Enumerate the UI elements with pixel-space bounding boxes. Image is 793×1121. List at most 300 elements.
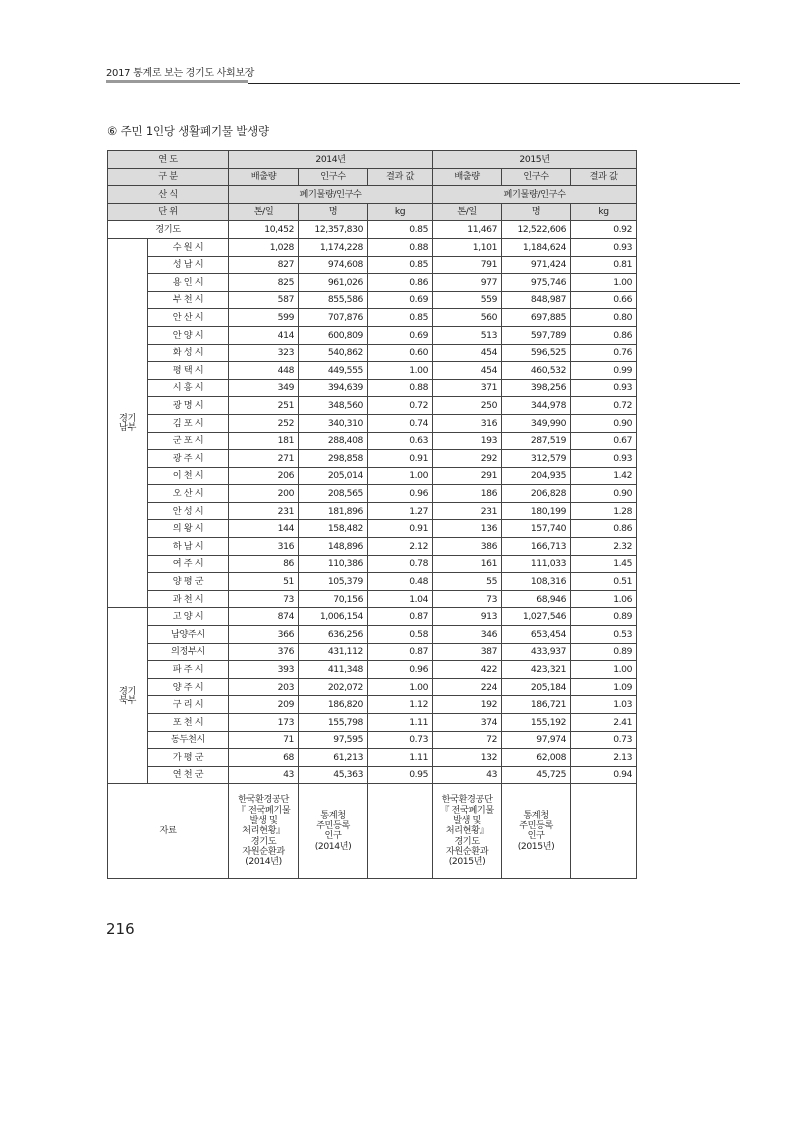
cell-value: 86 xyxy=(229,555,299,573)
cell-value: 0.91 xyxy=(368,450,433,468)
city-name: 이 천 시 xyxy=(148,467,229,485)
cell-value: 186 xyxy=(433,485,502,503)
col-result-2014: 결과 값 xyxy=(368,168,433,186)
unit-result-2014: kg xyxy=(368,203,433,221)
source-line: (2014년) xyxy=(245,856,282,868)
unit-population-2014: 명 xyxy=(299,203,368,221)
cell-value: 961,026 xyxy=(299,274,368,292)
row-label-unit: 단 위 xyxy=(108,203,229,221)
col-population-2015: 인구수 xyxy=(502,168,571,186)
cell-value: 110,386 xyxy=(299,555,368,573)
cell-value: 0.99 xyxy=(571,362,637,380)
cell-value: 0.87 xyxy=(368,643,433,661)
source-line: 『 전국폐기물 xyxy=(440,804,494,816)
header-row-unit xyxy=(108,203,637,221)
cell-value: 0.69 xyxy=(368,291,433,309)
table-row xyxy=(108,432,637,450)
cell-value: 158,482 xyxy=(299,520,368,538)
table-row xyxy=(108,573,637,591)
cell-value: 874 xyxy=(229,608,299,626)
cell-value: 0.89 xyxy=(571,643,637,661)
cell-value: 231 xyxy=(229,502,299,520)
table-row xyxy=(108,555,637,573)
cell-value: 55 xyxy=(433,573,502,591)
cell-value: 1.06 xyxy=(571,590,637,608)
cell-value: 288,408 xyxy=(299,432,368,450)
source-line: (2015년) xyxy=(448,856,486,868)
cell-value: 707,876 xyxy=(299,309,368,327)
city-name: 오 산 시 xyxy=(148,485,229,503)
cell-value: 181 xyxy=(229,432,299,450)
cell-value: 0.73 xyxy=(571,731,637,749)
cell-value: 587 xyxy=(229,291,299,309)
table-body xyxy=(108,151,637,879)
cell-value: 855,586 xyxy=(299,291,368,309)
cell-value: 68,946 xyxy=(502,590,571,608)
cell-value: 0.51 xyxy=(571,573,637,591)
city-name: 구 리 시 xyxy=(148,696,229,714)
table-row xyxy=(108,766,637,784)
waste-per-capita-table xyxy=(107,150,637,879)
source-row xyxy=(108,784,637,879)
table-row xyxy=(108,731,637,749)
table-row xyxy=(108,238,637,256)
cell-value: 0.73 xyxy=(368,731,433,749)
cell-value: 636,256 xyxy=(299,626,368,644)
table-row xyxy=(108,291,637,309)
cell-value: 1.11 xyxy=(368,749,433,767)
cell-value: 540,862 xyxy=(299,344,368,362)
source-line: 통계청 xyxy=(320,809,346,821)
cell-value: 0.85 xyxy=(368,256,433,274)
cell-value: 155,192 xyxy=(502,714,571,732)
cell-value: 0.91 xyxy=(368,520,433,538)
cell-value: 366 xyxy=(229,626,299,644)
cell-value: 298,858 xyxy=(299,450,368,468)
cell-value: 70,156 xyxy=(299,590,368,608)
cell-value: 161 xyxy=(433,555,502,573)
cell-value: 414 xyxy=(229,326,299,344)
cell-value: 1.27 xyxy=(368,502,433,520)
cell-value: 1.00 xyxy=(368,467,433,485)
city-name: 평 택 시 xyxy=(148,362,229,380)
table-row xyxy=(108,326,637,344)
cell-value: 0.63 xyxy=(368,432,433,450)
cell-value: 0.90 xyxy=(571,414,637,432)
cell-value: 51 xyxy=(229,573,299,591)
cell-value: 0.81 xyxy=(571,256,637,274)
table-row xyxy=(108,749,637,767)
cell-value: 340,310 xyxy=(299,414,368,432)
cell-value: 393 xyxy=(229,661,299,679)
cell-value: 312,579 xyxy=(502,450,571,468)
cell-value: 0.96 xyxy=(368,485,433,503)
city-name: 가 평 군 xyxy=(148,749,229,767)
cell-value: 43 xyxy=(433,766,502,784)
source-line: 처리현황』 xyxy=(445,825,489,837)
cell-value: 316 xyxy=(229,538,299,556)
table-row xyxy=(108,626,637,644)
table-row xyxy=(108,520,637,538)
cell-value: 0.90 xyxy=(571,485,637,503)
cell-value: 348,560 xyxy=(299,397,368,415)
city-name: 포 천 시 xyxy=(148,714,229,732)
cell-value: 0.48 xyxy=(368,573,433,591)
cell-value: 203 xyxy=(229,678,299,696)
table-row xyxy=(108,379,637,397)
cell-value: 192 xyxy=(433,696,502,714)
cell-value: 422 xyxy=(433,661,502,679)
cell-value: 0.72 xyxy=(571,397,637,415)
cell-value: 0.88 xyxy=(368,238,433,256)
cell-value: 0.95 xyxy=(368,766,433,784)
cell-value: 73 xyxy=(433,590,502,608)
cell-value: 136 xyxy=(433,520,502,538)
col-population-2014: 인구수 xyxy=(299,168,368,186)
total-value: 12,522,606 xyxy=(502,221,571,239)
city-name: 화 성 시 xyxy=(148,344,229,362)
city-name: 김 포 시 xyxy=(148,414,229,432)
cell-value: 913 xyxy=(433,608,502,626)
source-label: 자료 xyxy=(108,784,229,879)
cell-value: 0.87 xyxy=(368,608,433,626)
cell-value: 72 xyxy=(433,731,502,749)
cell-value: 827 xyxy=(229,256,299,274)
city-name: 광 주 시 xyxy=(148,450,229,468)
cell-value: 231 xyxy=(433,502,502,520)
cell-value: 206,828 xyxy=(502,485,571,503)
row-label-category: 구 분 xyxy=(108,168,229,186)
cell-value: 411,348 xyxy=(299,661,368,679)
source-line: (2015년) xyxy=(517,840,555,852)
table-row xyxy=(108,414,637,432)
cell-value: 202,072 xyxy=(299,678,368,696)
cell-value: 1.04 xyxy=(368,590,433,608)
source-line: (2014년) xyxy=(314,840,352,852)
header-rule-accent xyxy=(106,80,248,83)
table-row xyxy=(108,467,637,485)
total-value: 0.92 xyxy=(571,221,637,239)
cell-value: 599 xyxy=(229,309,299,327)
city-name: 군 포 시 xyxy=(148,432,229,450)
cell-value: 43 xyxy=(229,766,299,784)
cell-value: 1.00 xyxy=(368,678,433,696)
cell-value: 1,006,154 xyxy=(299,608,368,626)
city-name: 동두천시 xyxy=(148,731,229,749)
col-emission-2015: 배출량 xyxy=(433,168,502,186)
source-line: 발생 및 xyxy=(453,814,482,826)
table-row xyxy=(108,590,637,608)
source-line: 통계청 xyxy=(523,809,549,821)
header-row-year xyxy=(108,151,637,169)
cell-value: 1.42 xyxy=(571,467,637,485)
table-row xyxy=(108,696,637,714)
cell-value: 1,174,228 xyxy=(299,238,368,256)
cell-value: 2.13 xyxy=(571,749,637,767)
unit-emission-2015: 톤/일 xyxy=(433,203,502,221)
cell-value: 1,028 xyxy=(229,238,299,256)
section-title: ⑥ 주민 1인당 생활폐기물 발생량 xyxy=(107,124,269,138)
cell-value: 791 xyxy=(433,256,502,274)
city-name: 용 인 시 xyxy=(148,274,229,292)
cell-value: 559 xyxy=(433,291,502,309)
cell-value: 0.67 xyxy=(571,432,637,450)
cell-value: 45,725 xyxy=(502,766,571,784)
cell-value: 204,935 xyxy=(502,467,571,485)
unit-population-2015: 명 xyxy=(502,203,571,221)
col-result-2015: 결과 값 xyxy=(571,168,637,186)
city-name: 부 천 시 xyxy=(148,291,229,309)
cell-value: 193 xyxy=(433,432,502,450)
region-label: 경기 남부 xyxy=(108,238,148,607)
city-name: 남양주시 xyxy=(148,626,229,644)
cell-value: 0.86 xyxy=(368,274,433,292)
city-name: 시 흥 시 xyxy=(148,379,229,397)
cell-value: 398,256 xyxy=(502,379,571,397)
cell-value: 349 xyxy=(229,379,299,397)
cell-value: 454 xyxy=(433,344,502,362)
cell-value: 1.00 xyxy=(571,274,637,292)
cell-value: 597,789 xyxy=(502,326,571,344)
cell-value: 1.28 xyxy=(571,502,637,520)
cell-value: 224 xyxy=(433,678,502,696)
cell-value: 387 xyxy=(433,643,502,661)
cell-value: 697,885 xyxy=(502,309,571,327)
table-row-total xyxy=(108,221,637,239)
row-label-formula: 산 식 xyxy=(108,186,229,204)
table-row xyxy=(108,485,637,503)
row-label-year: 연 도 xyxy=(108,151,229,169)
table-row xyxy=(108,714,637,732)
source-line: 주민등록 xyxy=(519,820,553,832)
source-cell xyxy=(571,784,637,879)
cell-value: 0.72 xyxy=(368,397,433,415)
cell-value: 186,721 xyxy=(502,696,571,714)
cell-value: 975,746 xyxy=(502,274,571,292)
cell-value: 1.12 xyxy=(368,696,433,714)
cell-value: 0.96 xyxy=(368,661,433,679)
total-value: 10,452 xyxy=(229,221,299,239)
cell-value: 0.80 xyxy=(571,309,637,327)
cell-value: 0.76 xyxy=(571,344,637,362)
source-cell xyxy=(299,784,368,879)
source-line: 자원순환과 xyxy=(242,845,285,857)
cell-value: 2.12 xyxy=(368,538,433,556)
source-line: 경기도 xyxy=(454,835,480,847)
table-row xyxy=(108,661,637,679)
cell-value: 2.41 xyxy=(571,714,637,732)
cell-value: 977 xyxy=(433,274,502,292)
total-value: 12,357,830 xyxy=(299,221,368,239)
cell-value: 349,990 xyxy=(502,414,571,432)
source-line: 자원순환과 xyxy=(445,845,489,857)
formula-2015: 폐기물량/인구수 xyxy=(433,186,637,204)
header-row-formula xyxy=(108,186,637,204)
cell-value: 0.78 xyxy=(368,555,433,573)
total-label: 경기도 xyxy=(108,221,229,239)
cell-value: 374 xyxy=(433,714,502,732)
cell-value: 252 xyxy=(229,414,299,432)
cell-value: 97,974 xyxy=(502,731,571,749)
cell-value: 2.32 xyxy=(571,538,637,556)
cell-value: 97,595 xyxy=(299,731,368,749)
cell-value: 251 xyxy=(229,397,299,415)
source-cell xyxy=(502,784,571,879)
cell-value: 433,937 xyxy=(502,643,571,661)
cell-value: 68 xyxy=(229,749,299,767)
city-name: 파 주 시 xyxy=(148,661,229,679)
source-line: 주민등록 xyxy=(316,820,350,832)
cell-value: 0.86 xyxy=(571,520,637,538)
cell-value: 61,213 xyxy=(299,749,368,767)
formula-2014: 폐기물량/인구수 xyxy=(229,186,433,204)
cell-value: 653,454 xyxy=(502,626,571,644)
city-name: 의정부시 xyxy=(148,643,229,661)
cell-value: 596,525 xyxy=(502,344,571,362)
source-line: 처리현황』 xyxy=(242,825,285,837)
source-cell xyxy=(368,784,433,879)
col-emission-2014: 배출량 xyxy=(229,168,299,186)
cell-value: 344,978 xyxy=(502,397,571,415)
source-line: 한국환경공단 xyxy=(441,794,493,806)
cell-value: 1.45 xyxy=(571,555,637,573)
cell-value: 105,379 xyxy=(299,573,368,591)
cell-value: 71 xyxy=(229,731,299,749)
table-row xyxy=(108,362,637,380)
source-line: 발생 및 xyxy=(249,814,278,826)
table-row xyxy=(108,274,637,292)
source-line: 인구 xyxy=(324,830,342,842)
cell-value: 155,798 xyxy=(299,714,368,732)
table-row xyxy=(108,309,637,327)
cell-value: 0.74 xyxy=(368,414,433,432)
cell-value: 848,987 xyxy=(502,291,571,309)
cell-value: 180,199 xyxy=(502,502,571,520)
table-row xyxy=(108,397,637,415)
cell-value: 971,424 xyxy=(502,256,571,274)
source-line: 『 전국폐기물 xyxy=(236,804,291,816)
city-name: 수 원 시 xyxy=(148,238,229,256)
cell-value: 0.88 xyxy=(368,379,433,397)
city-name: 안 산 시 xyxy=(148,309,229,327)
cell-value: 208,565 xyxy=(299,485,368,503)
cell-value: 111,033 xyxy=(502,555,571,573)
source-line: 한국환경공단 xyxy=(238,794,289,806)
cell-value: 1.11 xyxy=(368,714,433,732)
cell-value: 0.53 xyxy=(571,626,637,644)
source-cell xyxy=(433,784,502,879)
city-name: 양 주 시 xyxy=(148,678,229,696)
cell-value: 394,639 xyxy=(299,379,368,397)
cell-value: 0.66 xyxy=(571,291,637,309)
cell-value: 974,608 xyxy=(299,256,368,274)
city-name: 안 성 시 xyxy=(148,502,229,520)
city-name: 여 주 시 xyxy=(148,555,229,573)
cell-value: 0.94 xyxy=(571,766,637,784)
cell-value: 271 xyxy=(229,450,299,468)
cell-value: 250 xyxy=(433,397,502,415)
cell-value: 200 xyxy=(229,485,299,503)
cell-value: 386 xyxy=(433,538,502,556)
table-row xyxy=(108,538,637,556)
cell-value: 513 xyxy=(433,326,502,344)
city-name: 고 양 시 xyxy=(148,608,229,626)
cell-value: 45,363 xyxy=(299,766,368,784)
cell-value: 292 xyxy=(433,450,502,468)
header-row-category xyxy=(108,168,637,186)
unit-emission-2014: 톤/일 xyxy=(229,203,299,221)
cell-value: 1.03 xyxy=(571,696,637,714)
cell-value: 0.93 xyxy=(571,379,637,397)
table-row xyxy=(108,643,637,661)
cell-value: 166,713 xyxy=(502,538,571,556)
year-2015: 2015년 xyxy=(433,151,637,169)
unit-result-2015: kg xyxy=(571,203,637,221)
cell-value: 0.60 xyxy=(368,344,433,362)
cell-value: 454 xyxy=(433,362,502,380)
city-name: 의 왕 시 xyxy=(148,520,229,538)
city-name: 성 남 시 xyxy=(148,256,229,274)
cell-value: 73 xyxy=(229,590,299,608)
cell-value: 0.69 xyxy=(368,326,433,344)
cell-value: 460,532 xyxy=(502,362,571,380)
cell-value: 205,184 xyxy=(502,678,571,696)
cell-value: 0.89 xyxy=(571,608,637,626)
page-number: 216 xyxy=(106,920,135,938)
cell-value: 0.93 xyxy=(571,238,637,256)
year-2014: 2014년 xyxy=(229,151,433,169)
running-header: 2017 통계로 보는 경기도 사회보장 xyxy=(106,68,255,79)
cell-value: 1,184,624 xyxy=(502,238,571,256)
cell-value: 0.93 xyxy=(571,450,637,468)
cell-value: 1.00 xyxy=(368,362,433,380)
cell-value: 287,519 xyxy=(502,432,571,450)
cell-value: 62,008 xyxy=(502,749,571,767)
city-name: 양 평 군 xyxy=(148,573,229,591)
cell-value: 600,809 xyxy=(299,326,368,344)
total-value: 11,467 xyxy=(433,221,502,239)
cell-value: 560 xyxy=(433,309,502,327)
cell-value: 0.86 xyxy=(571,326,637,344)
cell-value: 186,820 xyxy=(299,696,368,714)
cell-value: 316 xyxy=(433,414,502,432)
table-row xyxy=(108,344,637,362)
cell-value: 157,740 xyxy=(502,520,571,538)
source-cell xyxy=(229,784,299,879)
cell-value: 376 xyxy=(229,643,299,661)
cell-value: 206 xyxy=(229,467,299,485)
cell-value: 449,555 xyxy=(299,362,368,380)
table-row xyxy=(108,256,637,274)
source-line: 인구 xyxy=(527,830,545,842)
cell-value: 144 xyxy=(229,520,299,538)
cell-value: 371 xyxy=(433,379,502,397)
cell-value: 148,896 xyxy=(299,538,368,556)
cell-value: 346 xyxy=(433,626,502,644)
cell-value: 423,321 xyxy=(502,661,571,679)
cell-value: 173 xyxy=(229,714,299,732)
header-rule xyxy=(248,83,740,84)
cell-value: 209 xyxy=(229,696,299,714)
city-name: 안 양 시 xyxy=(148,326,229,344)
cell-value: 323 xyxy=(229,344,299,362)
table-row xyxy=(108,450,637,468)
cell-value: 0.85 xyxy=(368,309,433,327)
cell-value: 431,112 xyxy=(299,643,368,661)
cell-value: 1,027,546 xyxy=(502,608,571,626)
table-row xyxy=(108,678,637,696)
cell-value: 205,014 xyxy=(299,467,368,485)
